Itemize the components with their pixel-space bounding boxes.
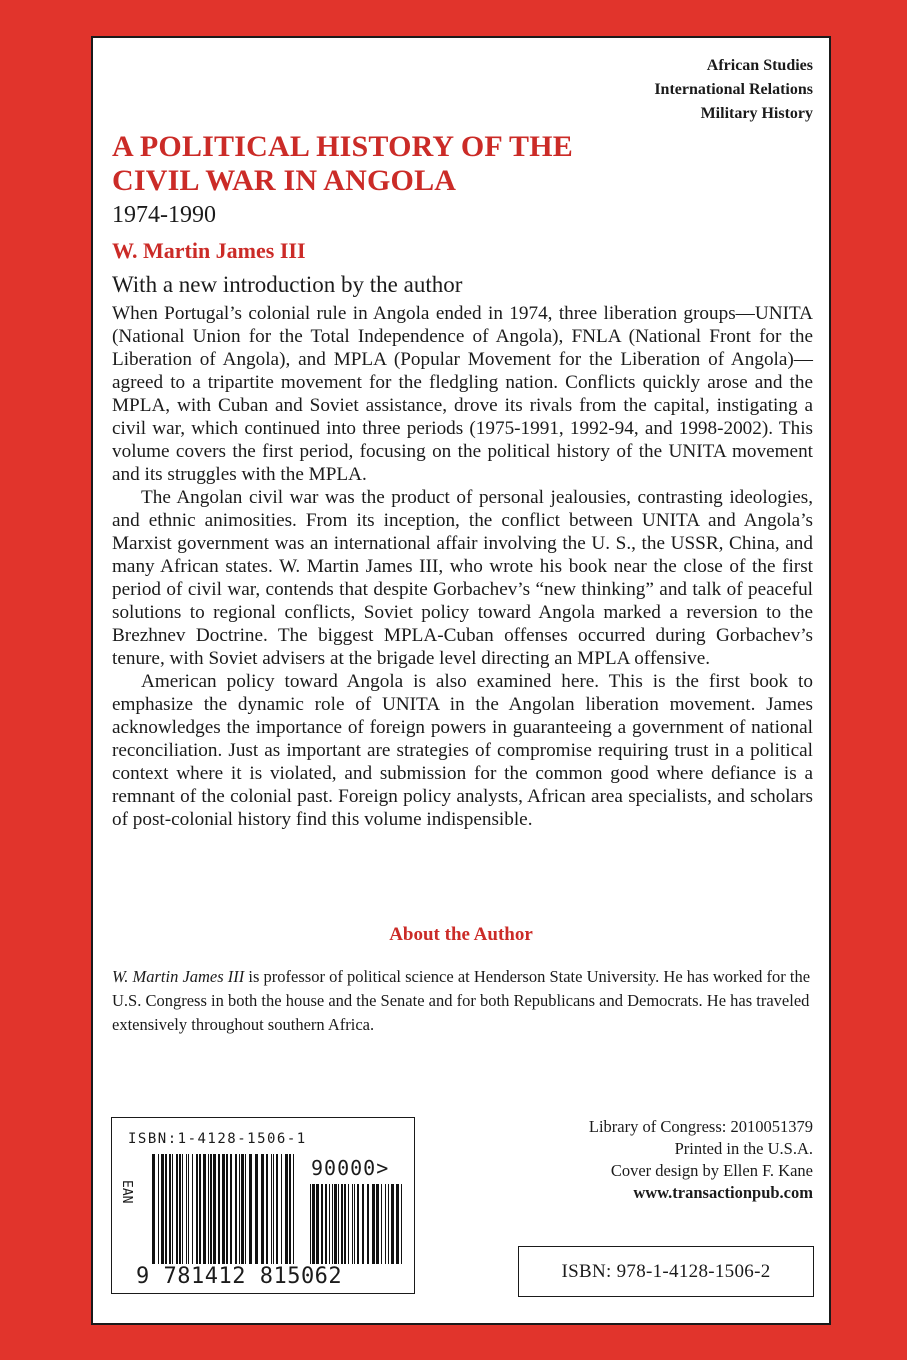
description-paragraph: When Portugal’s colonial rule in Angola ended in 1974, three liberation groups—UNITA (National Union for the Total Independence of Angola), FNLA (National Front for the Liberation of Angola), and MPLA (Popular Movement for the Liberation of Angola)—agreed to a tripartite movement for the fledgling nation. Conflicts quickly arose and the MPLA, with Cuban and Soviet assistance, drove its rivals from the capital, instigating a civil war, which continued into three periods (1975-1991, 1992-94, and 1998-2002). This volume covers the first period, focusing on the political history of the UNITA movement and its struggles with the MPLA.: [112, 303, 813, 485]
barcode-bar: [192, 1154, 193, 1264]
barcode-bar: [321, 1184, 323, 1264]
publisher-info: [589, 1116, 813, 1204]
barcode-bar: [241, 1154, 244, 1264]
barcode-bar: [186, 1154, 187, 1264]
book-years: 1974-1990: [112, 202, 216, 228]
barcode-bar: [176, 1154, 178, 1264]
barcode-bar: [230, 1154, 232, 1264]
barcode-bar: [401, 1184, 402, 1264]
subject-category: Military History: [700, 105, 813, 122]
book-title-line: A POLITICAL HISTORY OF THE: [112, 130, 573, 163]
barcode-bar: [276, 1154, 278, 1264]
barcode-bar: [165, 1154, 167, 1264]
barcode-bar: [348, 1184, 349, 1264]
barcode-bar: [271, 1154, 272, 1264]
barcode-addon-number: 90000>: [311, 1156, 390, 1180]
description-paragraph: American policy toward Angola is also examined here. This is the first book to emphasize the dynamic role of UNITA in the Angolan liberation movement. James acknowledges the importance of foreign powers in guaranteeing a government of national reconciliation. Just as important are strategies of compromise requiring trust in a political context where it is violated, and submission for the common good where defiance is a remnant of the colonial past. Foreign policy analysts, African area specialists, and scholars of post-colonial history find this volume indispensible.: [112, 671, 813, 830]
publisher-website: www.transactionpub.com: [633, 1183, 813, 1202]
publisher-line: Printed in the U.S.A.: [674, 1139, 813, 1158]
publisher-line: Library of Congress: 2010051379: [588, 1117, 813, 1136]
barcode-bar: [329, 1184, 330, 1264]
barcode-bar: [316, 1184, 319, 1264]
barcode-bar: [222, 1154, 225, 1264]
book-title: [112, 130, 712, 198]
barcode-bar: [310, 1184, 311, 1264]
barcode-bar: [341, 1184, 343, 1264]
barcode-isbn10: ISBN:1-4128-1506-1: [128, 1131, 307, 1147]
barcode-bar: [188, 1154, 189, 1264]
about-author-name: W. Martin James III: [112, 967, 245, 986]
barcode-bar: [344, 1184, 346, 1264]
book-title-line: CIVIL WAR IN ANGOLA: [112, 164, 457, 197]
barcode-bar: [226, 1154, 228, 1264]
barcode-bar: [362, 1184, 364, 1264]
barcode-bar: [158, 1154, 159, 1264]
barcode-bar: [332, 1184, 333, 1264]
barcode-bar: [273, 1154, 274, 1264]
barcode-bar: [289, 1154, 291, 1264]
description-paragraph: The Angolan civil war was the product of personal jealousies, contrasting ideologies, and ethnic animosities. From its inception, the conflict between UNITA and Angola’s Marxist government was an international affair involving the U. S., the USSR, China, and many African states. W. Martin James III, who wrote his book near the close of the first period of civil war, contends that despite Gorbachev’s “new thinking” and talk of peaceful solutions to regional conflicts, Soviet policy toward Angola marked a reversion to the Brezhnev Doctrine. The biggest MPLA-Cuban offenses occurred during Gorbachev’s tenure, with Soviet advisers at the brigade level directing an MPLA offensive.: [112, 487, 813, 669]
barcode-bar: [235, 1154, 237, 1264]
barcode-bar: [169, 1154, 171, 1264]
barcode-bar: [385, 1184, 386, 1264]
barcode-bar: [376, 1184, 379, 1264]
barcode-addon-bars: [310, 1184, 402, 1264]
barcode-bar: [161, 1154, 164, 1264]
barcode-bar: [203, 1154, 206, 1264]
intro-note: With a new introduction by the author: [112, 272, 463, 297]
barcode-bar: [357, 1184, 359, 1264]
barcode-bar: [199, 1154, 201, 1264]
barcode-bar: [396, 1184, 399, 1264]
barcode-bar: [213, 1154, 216, 1264]
barcode-bar: [152, 1154, 155, 1264]
book-author: W. Martin James III: [112, 238, 306, 263]
subject-category: International Relations: [654, 81, 813, 98]
barcode-bar: [255, 1154, 258, 1264]
barcode-bar: [210, 1154, 212, 1264]
barcode-block: [111, 1117, 415, 1294]
barcode-bar: [381, 1184, 382, 1264]
barcode-bar: [179, 1154, 181, 1264]
barcode-bar: [266, 1154, 268, 1264]
about-author-heading: About the Author: [389, 924, 533, 945]
barcode-bar: [182, 1154, 183, 1264]
barcode-bar: [196, 1154, 198, 1264]
subject-category: African Studies: [706, 57, 813, 74]
isbn13-box: ISBN: 978-1-4128-1506-2: [518, 1246, 814, 1297]
barcode-bar: [338, 1184, 339, 1264]
barcode-bar: [312, 1184, 315, 1264]
about-author-text: [112, 965, 813, 1037]
barcode-bar: [352, 1184, 353, 1264]
publisher-line: Cover design by Ellen F. Kane: [610, 1161, 813, 1180]
barcode-bar: [172, 1154, 173, 1264]
back-cover-panel: [91, 36, 831, 1325]
barcode-bar: [367, 1184, 369, 1264]
barcode-bar: [325, 1184, 327, 1264]
barcode-ean-label: EAN: [119, 1180, 134, 1204]
barcode-bar: [285, 1154, 288, 1264]
barcode-bar: [208, 1154, 209, 1264]
barcode-ean-number: 9 781412 815062: [136, 1264, 343, 1289]
barcode-bar: [391, 1184, 394, 1264]
description: [112, 302, 813, 831]
barcode-bar: [218, 1154, 220, 1264]
barcode-bar: [334, 1184, 337, 1264]
barcode-main-bars: [152, 1154, 294, 1264]
barcode-bar: [245, 1154, 246, 1264]
about-author-bio: is professor of political science at Henderson State University. He has worked for the U.S. Congress in both the house and the Senate and for both Republicans and Democrats. He has traveled extensively throughout southern Africa.: [112, 967, 811, 1034]
subject-categories: [654, 54, 813, 126]
barcode-bar: [249, 1154, 252, 1264]
barcode-bar: [239, 1154, 240, 1264]
barcode-bar: [372, 1184, 375, 1264]
barcode-bar: [281, 1154, 282, 1264]
barcode-bar: [261, 1154, 264, 1264]
barcode-bar: [354, 1184, 355, 1264]
barcode-bar: [388, 1184, 389, 1264]
barcode-bar: [293, 1154, 294, 1264]
